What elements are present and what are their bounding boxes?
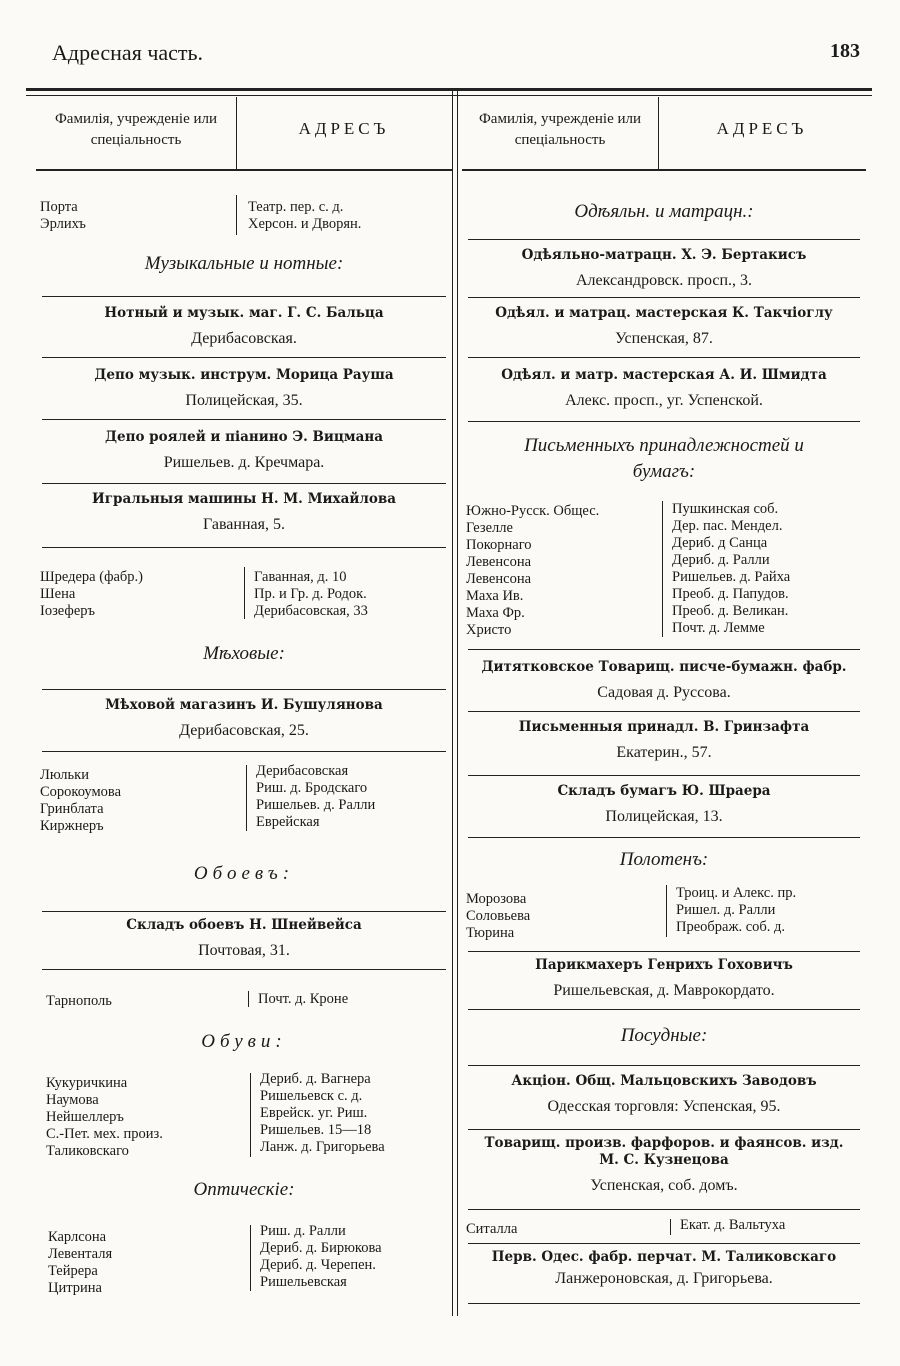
list-item-address: Дериб. д. Черепен. xyxy=(260,1257,376,1273)
list-item-address: Дериб. д. Ралли xyxy=(672,552,770,568)
entry-block xyxy=(36,305,452,350)
list-item-name: Порта xyxy=(40,199,78,215)
entry-title: Депо роялей и піанино Э. Вицмана xyxy=(104,429,383,445)
entry-block xyxy=(462,783,866,828)
right-column xyxy=(462,91,866,1316)
list-item-address: Ришельев. д. Ралли xyxy=(256,797,376,813)
left-column xyxy=(36,91,452,1316)
section-heading: Посудные: xyxy=(620,1025,708,1046)
entry-title-line2: М. С. Кузнецова xyxy=(599,1152,729,1168)
list-item-name: Тюрина xyxy=(466,925,515,941)
entry-block xyxy=(462,305,866,350)
list-item-name: С.-Пет. мех. произ. xyxy=(46,1126,163,1142)
list-item-name: Нейшеллеръ xyxy=(46,1109,124,1125)
entry-title: Игральныя машины Н. М. Михайлова xyxy=(91,491,396,507)
list-item-name: Гезелле xyxy=(466,520,513,536)
list-item-address: Ришельевская xyxy=(260,1274,347,1290)
header-name-label: Фамилія, учрежденіе или спеціальность xyxy=(478,111,642,148)
list-item-name: Карлсона xyxy=(48,1229,107,1245)
entry-title: Дитятковское Товарищ. писче-бумажн. фабр. xyxy=(481,659,847,675)
entry-title: Письменныя принадл. В. Гринзафта xyxy=(518,719,810,735)
list-towels xyxy=(462,885,866,943)
list-stationery xyxy=(462,503,866,643)
list-item-name: Таликовскаго xyxy=(46,1143,129,1159)
list-item-name: Гринблата xyxy=(40,801,104,817)
list-item-address: Риш. д. Ралли xyxy=(260,1223,346,1239)
entry-title: Одѣял. и матр. мастерская А. И. Шмидта xyxy=(501,367,827,383)
list-item-name: Морозова xyxy=(466,891,527,907)
entry-address: Ришельевская, д. Маврокордато. xyxy=(553,982,775,999)
entry-address: Гаванная, 5. xyxy=(203,516,285,533)
list-item-name: Шредера (фабр.) xyxy=(40,569,143,585)
entry-address: Полицейская, 35. xyxy=(185,392,303,409)
list-item-address: Дериб. д Санца xyxy=(672,535,768,551)
entry-block xyxy=(36,429,452,474)
section-heading: Оптическіе: xyxy=(193,1179,295,1200)
entry-address: Одесская торговля: Успенская, 95. xyxy=(547,1098,781,1115)
list-shoes xyxy=(36,1071,452,1163)
list-item-address: Пушкинская соб. xyxy=(672,501,779,517)
list-item-address: Дериб. д. Вагнера xyxy=(260,1071,371,1087)
entry-address: Алекс. просп., уг. Успенской. xyxy=(565,392,763,409)
list-item-address: Почт. д. Кроне xyxy=(258,991,349,1007)
list-item-name: Левенталя xyxy=(48,1246,113,1262)
list-optical xyxy=(36,1223,452,1297)
page-number: 183 xyxy=(830,40,860,62)
list-item-address: Троиц. и Алекс. пр. xyxy=(676,885,797,901)
entry-address: Ришельев. д. Кречмара. xyxy=(163,454,325,471)
list-item-address: Дерибасовская, 33 xyxy=(254,603,368,619)
entry-address: Почтовая, 31. xyxy=(198,942,290,959)
list-item-name: Христо xyxy=(466,622,512,638)
list-item-address: Преоб. д. Папудов. xyxy=(672,586,789,602)
entry-address: Александровск. просп., 3. xyxy=(575,272,753,289)
entry-title: Нотный и музык. маг. Г. С. Бальца xyxy=(104,305,384,321)
entry-block xyxy=(462,957,866,1002)
entry-address: Успенская, соб. домъ. xyxy=(590,1177,738,1194)
list-item-name: Соловьева xyxy=(466,908,531,924)
entry-block xyxy=(462,1073,866,1118)
entry-block xyxy=(36,491,452,536)
entry-title: Одѣяльно-матрацн. Х. Э. Бертакисъ xyxy=(521,247,807,263)
list-item-address: Ришельев. д. Райха xyxy=(672,569,791,585)
entry-title: Депо музык. инструм. Морица Рауша xyxy=(94,367,394,383)
list-dishes-others xyxy=(462,1217,866,1237)
list-item-name: Цитрина xyxy=(48,1280,102,1296)
list-item-address: Ланж. д. Григорьева xyxy=(260,1139,385,1155)
list-item-name: Шена xyxy=(40,586,76,602)
list-music-others xyxy=(36,569,452,624)
entry-block xyxy=(462,247,866,292)
entry-title: Акціон. Общ. Мальцовскихъ Заводовъ xyxy=(511,1073,817,1089)
right-column-header xyxy=(462,91,866,171)
entry-title: Одѣял. и матрац. мастерская К. Такчіоглу xyxy=(495,305,833,321)
list-item-name: Кукуричкина xyxy=(46,1075,128,1091)
header-name-label: Фамилія, учрежденіе или спеціальность xyxy=(54,111,218,148)
list-item-address: Еврейск. уг. Риш. xyxy=(260,1105,368,1121)
list-item-address: Пр. и Гр. д. Родок. xyxy=(254,586,367,602)
entry-address: Полицейская, 13. xyxy=(605,808,723,825)
entry-block xyxy=(462,367,866,412)
list-item-name: Тейрера xyxy=(48,1263,98,1279)
list-item-address: Ришельев. 15—18 xyxy=(260,1122,372,1138)
page-header xyxy=(52,40,860,80)
running-title: Адресная часть. xyxy=(52,40,204,65)
entry-address: Дерибасовская, 25. xyxy=(179,722,309,739)
list-item-name: Маха Ив. xyxy=(466,588,524,604)
list-item-name: Маха Фр. xyxy=(466,605,525,621)
list-item-address: Дерибасовская xyxy=(256,763,349,779)
entry-address: Успенская, 87. xyxy=(615,330,713,347)
entry-title: Складъ обоевъ Н. Шнейвейса xyxy=(126,917,362,933)
list-item-address: Ришел. д. Ралли xyxy=(676,902,776,918)
list-item-address: Ришельевск с. д. xyxy=(260,1088,363,1104)
entry-block xyxy=(462,1249,866,1290)
list-item-name: Покорнаго xyxy=(466,537,532,553)
list-fur-others xyxy=(36,763,452,837)
list-item-name: Наумова xyxy=(46,1092,99,1108)
list-item-address: Дер. пас. Мендел. xyxy=(672,518,783,534)
entry-title: Перв. Одес. фабр. перчат. М. Таликовскаго xyxy=(491,1249,837,1265)
list-item-address: Преображ. соб. д. xyxy=(676,919,786,935)
list-item-address: Еврейская xyxy=(256,814,320,830)
list-item-name: Іозеферъ xyxy=(40,603,95,619)
section-heading: Обоевъ: xyxy=(193,863,295,884)
list-misc xyxy=(36,199,452,239)
section-heading: Полотенъ: xyxy=(619,849,709,870)
entry-block xyxy=(36,367,452,412)
entry-title: Мѣховой магазинъ И. Бушулянова xyxy=(105,697,383,713)
list-item-address: Почт. д. Лемме xyxy=(672,620,765,636)
list-item-name: Ситалла xyxy=(466,1221,518,1237)
entry-address: Садовая д. Руссова. xyxy=(597,684,731,701)
list-item-address: Екат. д. Вальтуха xyxy=(680,1217,786,1233)
directory-table xyxy=(26,88,872,1316)
list-item-address: Гаванная, д. 10 xyxy=(254,569,347,585)
entry-block xyxy=(36,697,452,742)
entry-address: Дерибасовская. xyxy=(191,330,297,347)
section-heading: Музыкальные и нотные: xyxy=(144,253,344,274)
section-heading: Письменныхъ принадлежностей и бумагъ: xyxy=(524,435,804,482)
header-address-label: АДРЕСЪ xyxy=(298,119,390,138)
entry-address: Ланжероновская, д. Григорьева. xyxy=(555,1270,773,1287)
list-item-name: Левенсона xyxy=(466,554,532,570)
list-item-address: Дериб. д. Бирюкова xyxy=(260,1240,382,1256)
section-heading: Мѣховые: xyxy=(203,643,285,664)
entry-title: Товарищ. произв. фарфоров. и фаянсов. изд. xyxy=(484,1135,844,1151)
list-item-name: Эрлихъ xyxy=(40,216,86,232)
list-item-address: Риш. д. Бродскаго xyxy=(256,780,368,796)
list-item-address: Херсон. и Дворян. xyxy=(248,216,362,232)
list-item-name: Левенсона xyxy=(466,571,532,587)
list-item-name: Южно-Русск. Общес. xyxy=(466,503,600,519)
entry-address: Екатерин., 57. xyxy=(616,744,712,761)
left-column-header xyxy=(36,91,452,171)
list-item-name: Люльки xyxy=(40,767,89,783)
entry-block xyxy=(36,917,452,962)
section-heading: Обуви: xyxy=(201,1031,287,1052)
list-wall-others xyxy=(36,991,452,1011)
list-item-address: Театр. пер. с. д. xyxy=(248,199,344,215)
list-item-name: Сорокоумова xyxy=(40,784,122,800)
entry-title: Складъ бумагъ Ю. Шраера xyxy=(557,783,771,799)
list-item-name: Киржнеръ xyxy=(40,818,104,834)
entry-block xyxy=(462,719,866,764)
section-heading: Одѣяльн. и матрацн.: xyxy=(574,201,754,222)
list-item-address: Преоб. д. Великан. xyxy=(672,603,789,619)
list-item-name: Тарнополь xyxy=(46,993,112,1009)
entry-block xyxy=(462,1135,866,1197)
header-address-label: АДРЕСЪ xyxy=(716,119,808,138)
entry-title: Парикмахеръ Генрихъ Гоховичъ xyxy=(535,957,793,973)
entry-block xyxy=(462,659,866,704)
